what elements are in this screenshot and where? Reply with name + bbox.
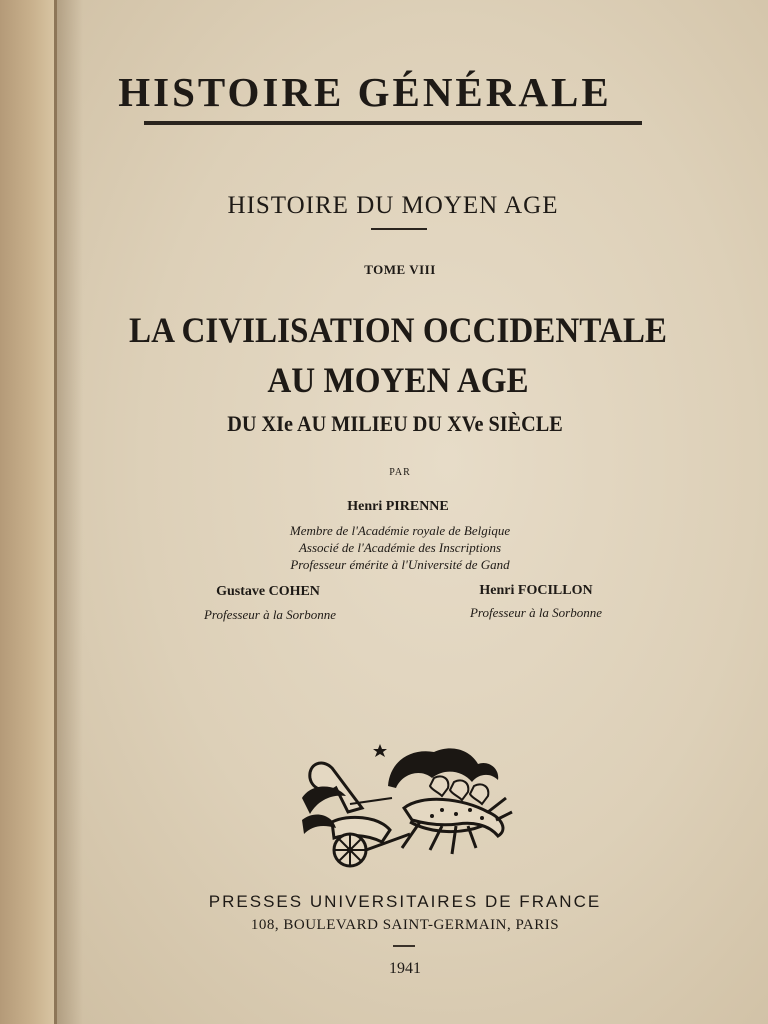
credit-line: Associé de l'Académie des Inscriptions — [298, 540, 502, 555]
subseries-title: HISTOIRE DU MOYEN AGE — [227, 192, 559, 219]
volume-number: TOME VIII — [364, 262, 436, 277]
book-title-line-2: AU MOYEN AGE — [267, 360, 529, 400]
gutter-shadow — [57, 0, 83, 1024]
series-title: HISTOIRE GÉNÉRALE — [118, 69, 612, 115]
publisher-address: 108, BOULEVARD SAINT-GERMAIN, PARIS — [250, 917, 560, 933]
publisher-name: PRESSES UNIVERSITAIRES DE FRANCE — [208, 892, 602, 911]
publication-year: 1941 — [389, 960, 421, 977]
author-pirenne: Henri PIRENNE — [347, 499, 449, 514]
short-rule — [371, 228, 427, 230]
author-cohen-role: Professeur à la Sorbonne — [203, 607, 337, 622]
series-rule — [144, 121, 642, 125]
period-text: DU XIe AU MILIEU DU XVe SIÈCLE — [227, 411, 563, 436]
book-spine — [0, 0, 56, 1024]
by-label: PAR — [389, 467, 411, 478]
credit-line: Membre de l'Académie royale de Belgique — [289, 523, 511, 538]
credit-line: Professeur émérite à l'Université de Gand — [290, 557, 510, 572]
author-focillon-role: Professeur à la Sorbonne — [469, 605, 603, 620]
chariot-horses-emblem-icon — [292, 738, 516, 872]
book-period — [170, 410, 621, 438]
author-pirenne-credits — [220, 522, 580, 573]
author-cohen: Gustave COHEN — [216, 584, 320, 599]
author-focillon: Henri FOCILLON — [479, 583, 593, 598]
year-rule — [393, 945, 415, 947]
book-title-line-1: LA CIVILISATION OCCIDENTALE — [128, 310, 668, 350]
